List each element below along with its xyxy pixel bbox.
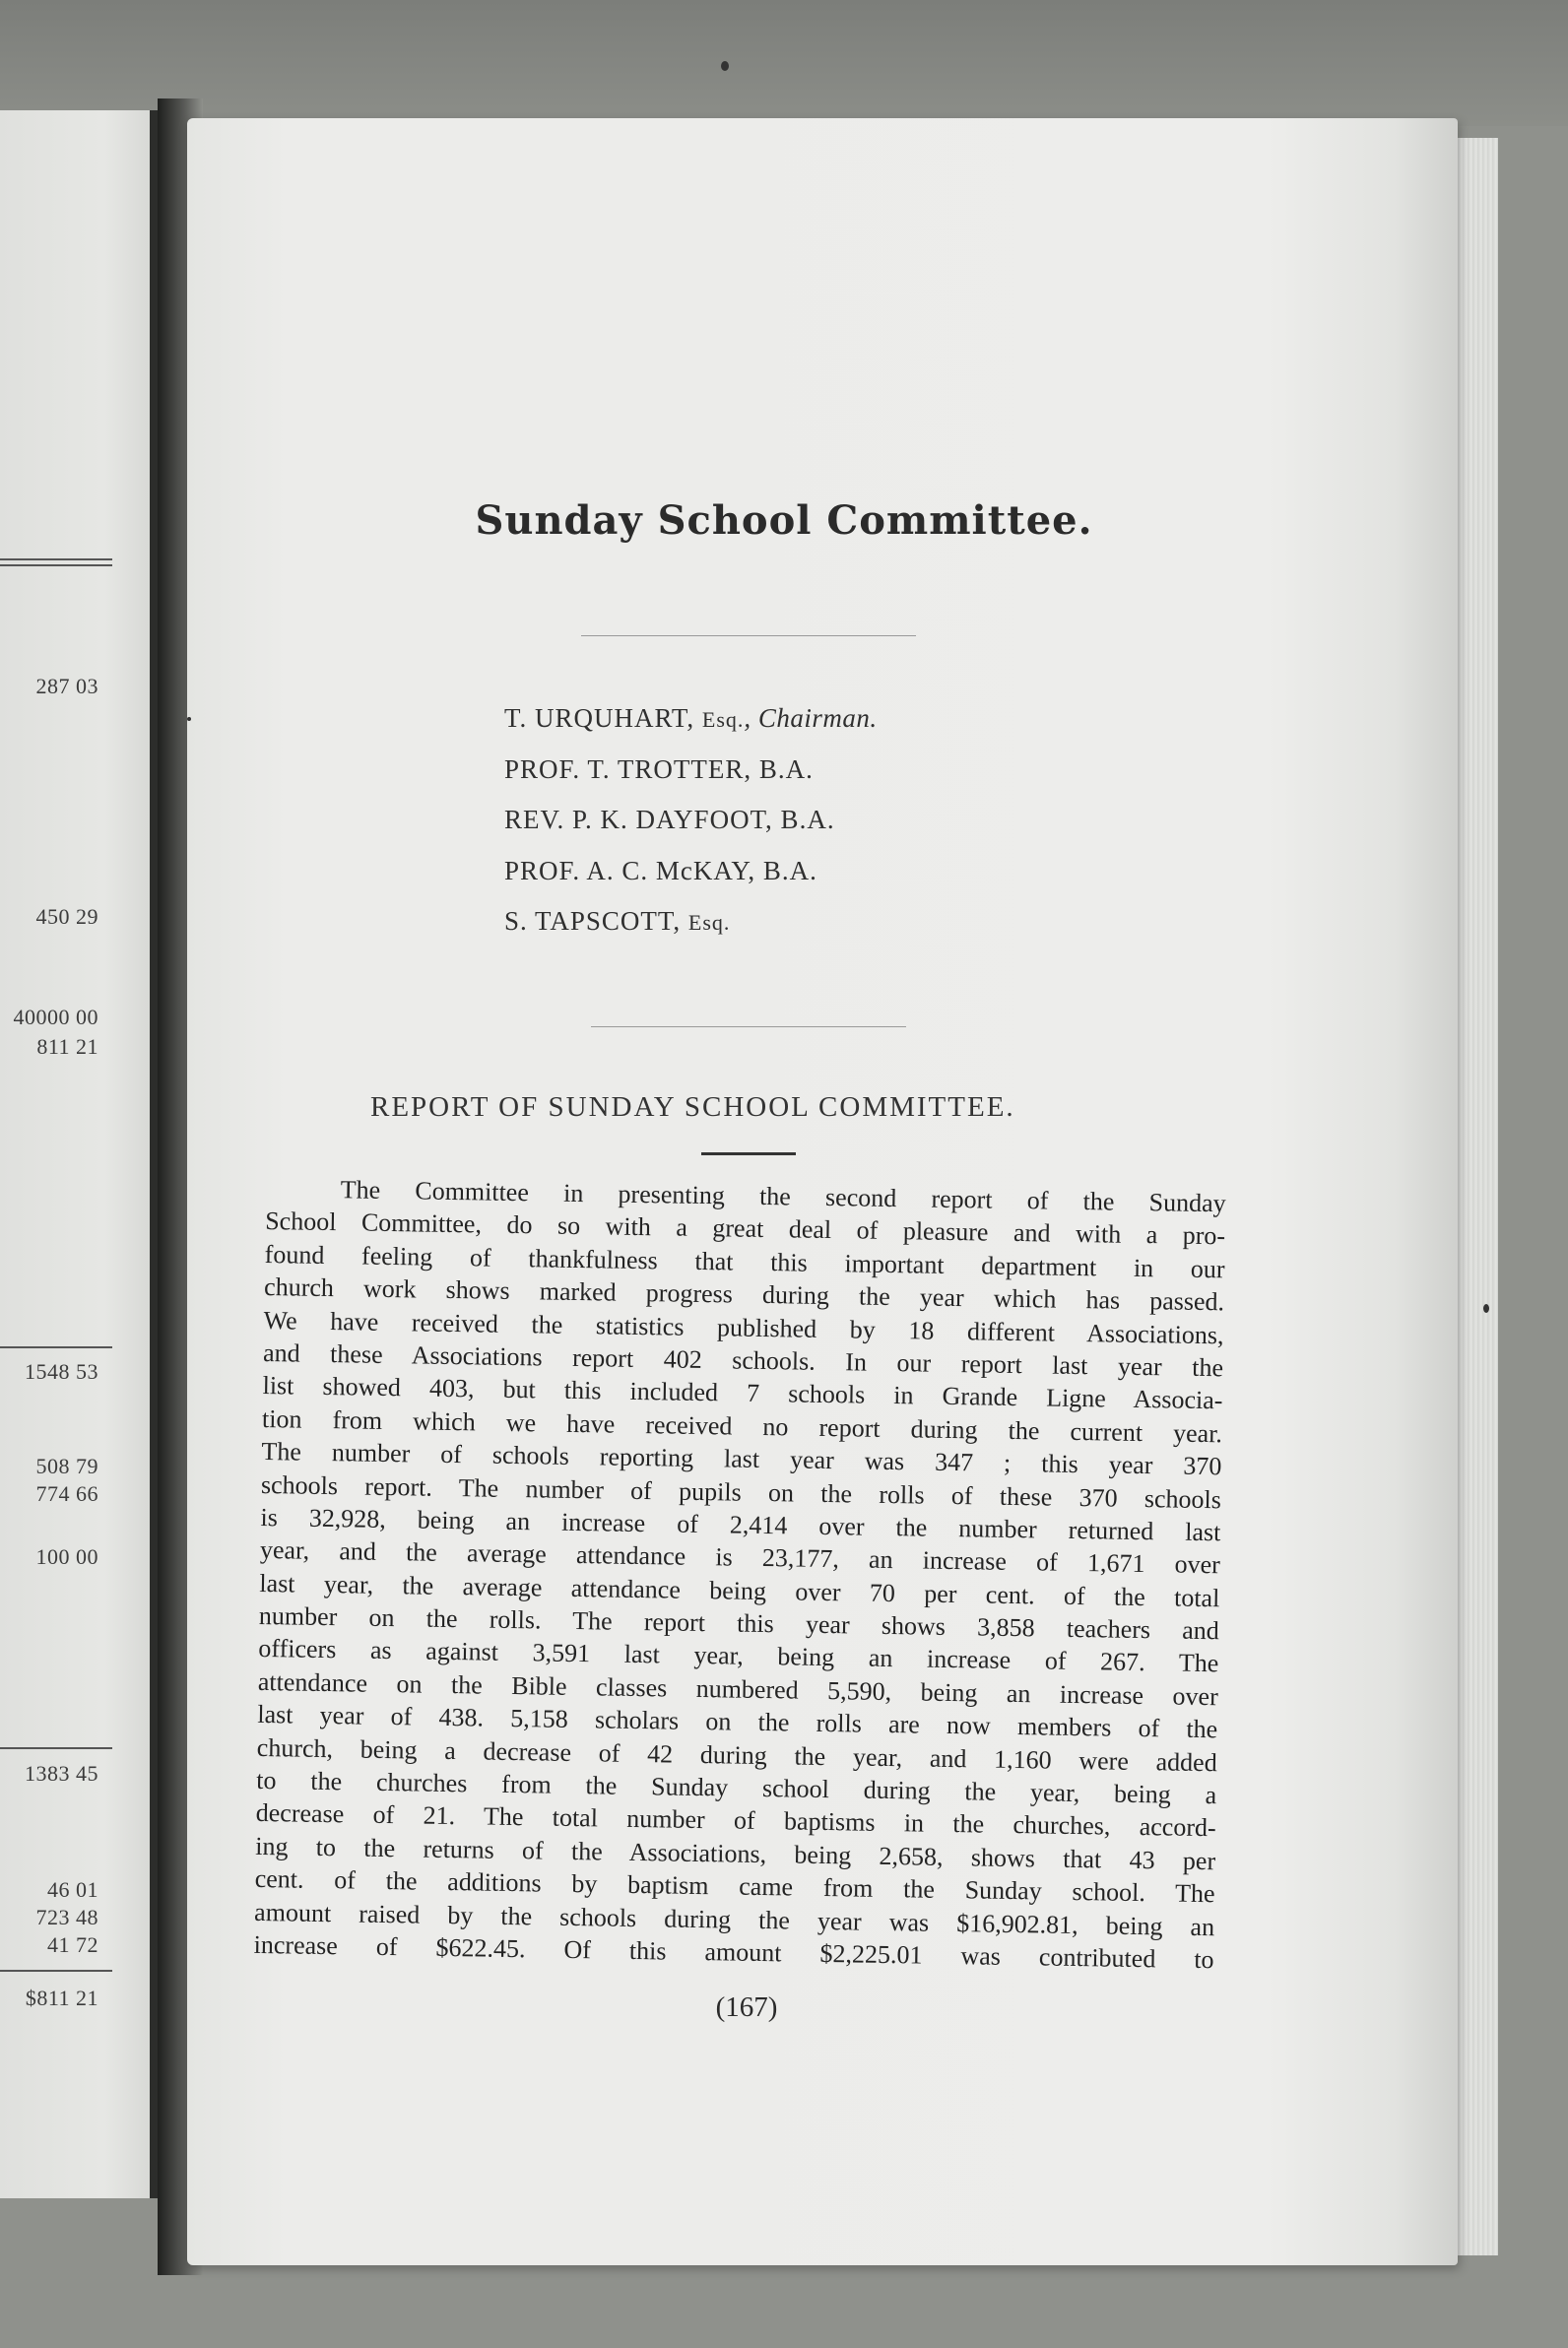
body-line: attendance on the Bible classes numbered 5,590, being an increase over	[257, 1666, 1218, 1712]
committee-member	[504, 896, 878, 947]
body-line: We have received the statistics published by 18 different Associations,	[263, 1305, 1224, 1349]
body-line: to the churches from the Sunday school during the year, being a	[256, 1765, 1217, 1810]
member-name: PROF. T. TROTTER, B.A.	[504, 753, 814, 784]
heading-underline	[701, 1152, 796, 1155]
committee-member	[504, 795, 878, 846]
page-title: Sunday School Committee.	[475, 497, 1093, 544]
body-line: and these Associations report 402 schools. In our report last year the	[262, 1337, 1224, 1383]
body-line: number on the rolls. The report this year shows 3,858 teachers and	[258, 1601, 1220, 1646]
page-number: (167)	[715, 1991, 778, 2023]
scan-speck	[721, 61, 729, 71]
scan-speck	[187, 717, 191, 721]
body-line: The Committee in presenting the second report of the Sunday	[340, 1175, 1226, 1218]
ledger-amount: 40000 00	[13, 1005, 98, 1029]
ledger-amount: $811 21	[25, 1986, 98, 2010]
ledger-amount: 1383 45	[25, 1761, 98, 1786]
committee-member	[504, 693, 878, 745]
member-role: , Chairman.	[744, 703, 878, 733]
body-line: church, being a decrease of 42 during the year, and 1,160 were added	[256, 1732, 1217, 1777]
body-line: School Committee, do so with a great deal of pleasure and with a pro-	[264, 1207, 1226, 1251]
body-line: list showed 403, but this included 7 schools in Grande Ligne Associa-	[262, 1371, 1223, 1415]
title-divider	[581, 635, 916, 636]
facing-page-fragment	[0, 110, 158, 2198]
members-divider	[591, 1026, 906, 1027]
committee-member	[504, 745, 878, 796]
ledger-rule	[0, 1970, 112, 1972]
report-heading: REPORT OF SUNDAY SCHOOL COMMITTEE.	[370, 1091, 1015, 1123]
body-line: found feeling of thankfulness that this important department in our	[264, 1239, 1225, 1284]
ledger-amount: 46 01	[47, 1877, 98, 1902]
body-line: church work shows marked progress during the year which has passed.	[263, 1272, 1225, 1317]
member-name: REV. P. K. DAYFOOT, B.A.	[504, 805, 835, 834]
scan-background	[0, 0, 1568, 126]
member-suffix: Esq.	[687, 910, 731, 935]
member-name: T. URQUHART,	[504, 703, 702, 733]
body-line: cent. of the additions by baptism came from the Sunday school. The	[254, 1864, 1215, 1909]
body-line: decrease of 21. The total number of baptisms in the churches, accord-	[255, 1798, 1216, 1843]
ledger-amount: 287 03	[35, 674, 98, 698]
ledger-rule	[0, 1346, 112, 1348]
member-name: S. TAPSCOTT,	[504, 906, 688, 936]
ledger-amount: 1548 53	[25, 1359, 98, 1384]
member-suffix: Esq.	[701, 707, 745, 732]
ledger-amount: 723 48	[35, 1905, 98, 1929]
body-line: ing to the returns of the Associations, being 2,658, shows that 43 per	[255, 1831, 1216, 1876]
body-line: last year of 438. 5,158 scholars on the rolls are now members of the	[257, 1700, 1218, 1744]
body-line: year, and the average attendance is 23,177, an increase of 1,671 over	[259, 1535, 1221, 1580]
ledger-double-rule	[0, 558, 112, 566]
scan-speck	[1483, 1304, 1489, 1313]
ledger-amount: 100 00	[35, 1544, 98, 1569]
body-line: is 32,928, being an increase of 2,414 over the number returned last	[260, 1502, 1221, 1547]
body-line: schools report. The number of pupils on the rolls of these 370 schools	[260, 1469, 1222, 1514]
body-line: increase of $622.45. Of this amount $2,225.01 was contributed to	[253, 1929, 1214, 1975]
report-body	[253, 1172, 1225, 1977]
ledger-amount: 450 29	[35, 904, 98, 929]
body-line: tion from which we have received no report during the current year.	[261, 1403, 1223, 1449]
committee-member	[504, 846, 878, 897]
ledger-amount: 41 72	[47, 1932, 98, 1957]
body-line: last year, the average attendance being over 70 per cent. of the total	[259, 1568, 1220, 1612]
body-line: The number of schools reporting last year was 347 ; this year 370	[261, 1437, 1222, 1481]
ledger-amount: 811 21	[36, 1034, 98, 1059]
member-name: PROF. A. C. McKAY, B.A.	[504, 855, 817, 885]
ledger-rule	[0, 1747, 112, 1749]
ledger-amount: 508 79	[35, 1454, 98, 1478]
body-line: amount raised by the schools during the year was $16,902.81, being an	[253, 1897, 1215, 1941]
committee-members-list	[504, 693, 878, 947]
body-line: officers as against 3,591 last year, being an increase of 267. The	[258, 1634, 1219, 1678]
ledger-amount: 774 66	[35, 1481, 98, 1506]
